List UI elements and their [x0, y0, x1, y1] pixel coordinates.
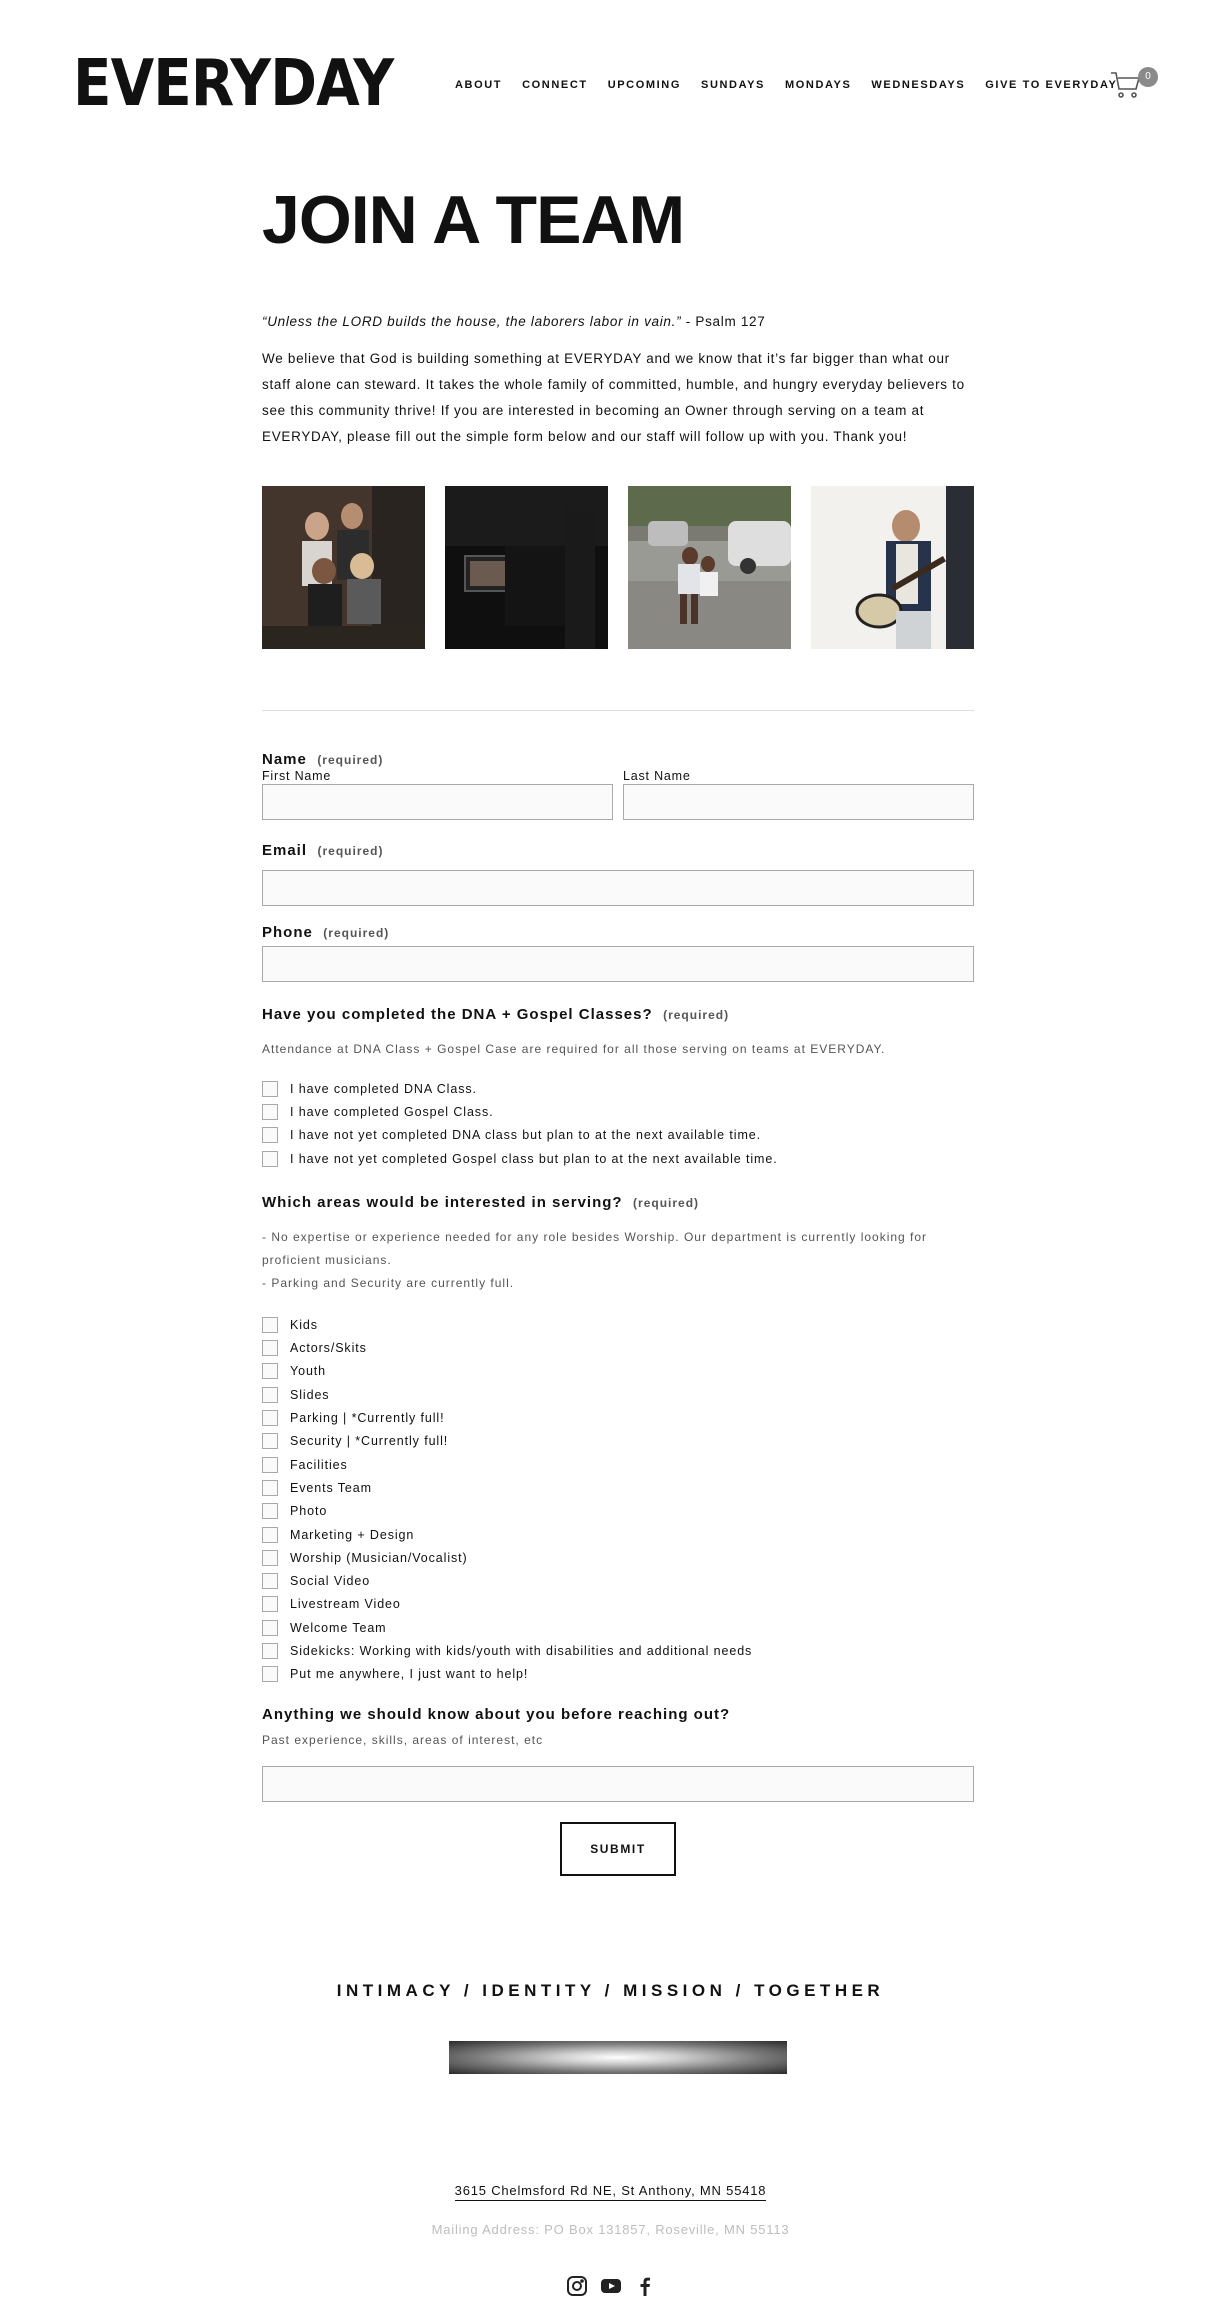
footer-decorative-bar	[449, 2041, 787, 2074]
site-logo[interactable]: EVERYDAY	[73, 47, 394, 121]
quote-reference: - Psalm 127	[681, 314, 766, 329]
classes-option[interactable]: I have completed DNA Class.	[262, 1077, 974, 1100]
about-textarea[interactable]	[262, 1766, 974, 1802]
gallery-photo-guitarist	[811, 486, 974, 649]
footer-tagline: INTIMACY / IDENTITY / MISSION / TOGETHER	[336, 1981, 885, 2000]
areas-question: Which areas would be interested in serving?	[262, 1194, 623, 1212]
site-header	[0, 0, 1221, 170]
checkbox[interactable]	[262, 1643, 278, 1659]
about-help-text: Past experience, skills, areas of interest, etc	[262, 1732, 544, 1747]
checkbox[interactable]	[262, 1363, 278, 1379]
area-option[interactable]: Youth	[262, 1360, 974, 1383]
areas-help-line: - No expertise or experience needed for any role besides Worship. Our department is currently looking for proficient musicians.	[262, 1230, 928, 1268]
email-input[interactable]	[262, 870, 974, 906]
classes-field-group	[262, 1006, 974, 1170]
checkbox[interactable]	[262, 1573, 278, 1589]
submit-wrap	[262, 1822, 974, 1876]
nav-connect[interactable]: CONNECT	[522, 79, 588, 91]
area-option[interactable]: Welcome Team	[262, 1616, 974, 1639]
gallery-photo-group	[262, 486, 425, 649]
phone-label: Phone	[262, 924, 313, 941]
area-option[interactable]: Events Team	[262, 1476, 974, 1499]
footer-mailing-address: Mailing Address: PO Box 131857, Roseville, MN 55113	[431, 2222, 790, 2237]
required-tag: (required)	[317, 844, 384, 858]
areas-field-group	[262, 1194, 974, 1686]
nav-wednesdays[interactable]: WEDNESDAYS	[871, 79, 966, 91]
social-links	[0, 2275, 1221, 2297]
area-option[interactable]: Slides	[262, 1383, 974, 1406]
areas-help-line: - Parking and Security are currently full.	[262, 1276, 515, 1291]
nav-mondays[interactable]: MONDAYS	[785, 79, 852, 91]
checkbox[interactable]	[262, 1527, 278, 1543]
area-option[interactable]: Put me anywhere, I just want to help!	[262, 1663, 974, 1686]
classes-option[interactable]: I have completed Gospel Class.	[262, 1100, 974, 1123]
checkbox[interactable]	[262, 1666, 278, 1682]
gallery-photo-parking	[628, 486, 791, 649]
area-option[interactable]: Photo	[262, 1500, 974, 1523]
classes-help-text: Attendance at DNA Class + Gospel Case are required for all those serving on teams at EVERYDAY.	[262, 1042, 886, 1056]
phone-field-group	[262, 924, 974, 982]
address-link[interactable]: 3615 Chelmsford Rd NE, St Anthony, MN 55418	[455, 2183, 767, 2201]
checkbox[interactable]	[262, 1317, 278, 1333]
section-divider	[262, 710, 974, 711]
area-option[interactable]: Security | *Currently full!	[262, 1430, 974, 1453]
join-team-form	[262, 751, 974, 1876]
classes-checklist	[262, 1077, 974, 1170]
cart-count-badge[interactable]: 0	[1138, 67, 1158, 87]
nav-sundays[interactable]: SUNDAYS	[701, 79, 765, 91]
main-content	[262, 180, 974, 1876]
checkbox[interactable]	[262, 1480, 278, 1496]
required-tag: (required)	[323, 926, 390, 940]
about-field-group	[262, 1706, 974, 1802]
checkbox[interactable]	[262, 1340, 278, 1356]
phone-input[interactable]	[262, 946, 974, 982]
checkbox[interactable]	[262, 1433, 278, 1449]
checkbox[interactable]	[262, 1550, 278, 1566]
required-tag: (required)	[633, 1196, 700, 1211]
checkbox[interactable]	[262, 1081, 278, 1097]
first-name-input[interactable]	[262, 784, 613, 820]
required-tag: (required)	[663, 1008, 730, 1022]
intro-paragraph: We believe that God is building something at EVERYDAY and we know that it’s far bigger than what our staff alone can steward. It takes the whole family of committed, humble, and hungry everyday believers to see this community thrive! If you are interested in becoming an Owner through serving on a team at EVERYDAY, please fill out the simple form below and our staff will follow up with you. Thank you!	[262, 351, 965, 444]
last-name-input[interactable]	[623, 784, 974, 820]
areas-checklist	[262, 1313, 974, 1686]
checkbox[interactable]	[262, 1596, 278, 1612]
checkbox[interactable]	[262, 1104, 278, 1120]
first-name-label: First Name	[262, 769, 332, 783]
area-option[interactable]: Marketing + Design	[262, 1523, 974, 1546]
name-field-group	[262, 751, 974, 820]
area-option[interactable]: Livestream Video	[262, 1593, 974, 1616]
email-field-group	[262, 842, 974, 906]
classes-question: Have you completed the DNA + Gospel Classes?	[262, 1006, 653, 1023]
facebook-icon[interactable]	[634, 2275, 656, 2297]
areas-help-text	[262, 1226, 974, 1295]
youtube-icon[interactable]	[600, 2275, 622, 2297]
main-nav	[455, 79, 1137, 91]
checkbox[interactable]	[262, 1151, 278, 1167]
submit-button[interactable]: SUBMIT	[560, 1822, 676, 1876]
quote-text: “Unless the LORD builds the house, the laborers labor in vain.”	[262, 314, 682, 329]
nav-upcoming[interactable]: UPCOMING	[607, 79, 682, 91]
checkbox[interactable]	[262, 1387, 278, 1403]
footer-address[interactable]	[0, 2183, 1221, 2198]
about-question: Anything we should know about you before reaching out?	[262, 1705, 731, 1723]
classes-option[interactable]: I have not yet completed DNA class but plan to at the next available time.	[262, 1124, 974, 1147]
page-title: JOIN A TEAM	[262, 182, 685, 258]
checkbox[interactable]	[262, 1127, 278, 1143]
nav-about[interactable]: ABOUT	[455, 79, 503, 91]
checkbox[interactable]	[262, 1457, 278, 1473]
nav-give[interactable]: GIVE TO EVERYDAY	[985, 79, 1118, 91]
area-option[interactable]: Actors/Skits	[262, 1336, 974, 1359]
scripture-quote	[262, 312, 974, 332]
area-option[interactable]: Parking | *Currently full!	[262, 1406, 974, 1429]
email-label: Email	[262, 842, 308, 859]
last-name-label: Last Name	[623, 769, 691, 783]
checkbox[interactable]	[262, 1503, 278, 1519]
checkbox[interactable]	[262, 1410, 278, 1426]
area-option[interactable]: Facilities	[262, 1453, 974, 1476]
instagram-icon[interactable]	[566, 2275, 588, 2297]
area-option[interactable]: Social Video	[262, 1569, 974, 1592]
area-option[interactable]: Kids	[262, 1313, 974, 1336]
classes-option[interactable]: I have not yet completed Gospel class but plan to at the next available time.	[262, 1147, 974, 1170]
area-option[interactable]: Worship (Musician/Vocalist)	[262, 1546, 974, 1569]
required-tag: (required)	[317, 753, 384, 767]
checkbox[interactable]	[262, 1620, 278, 1636]
gallery-photo-camera	[445, 486, 608, 649]
name-label: Name	[262, 751, 307, 768]
area-option[interactable]: Sidekicks: Working with kids/youth with disabilities and additional needs	[262, 1639, 974, 1662]
photo-gallery	[262, 486, 974, 649]
